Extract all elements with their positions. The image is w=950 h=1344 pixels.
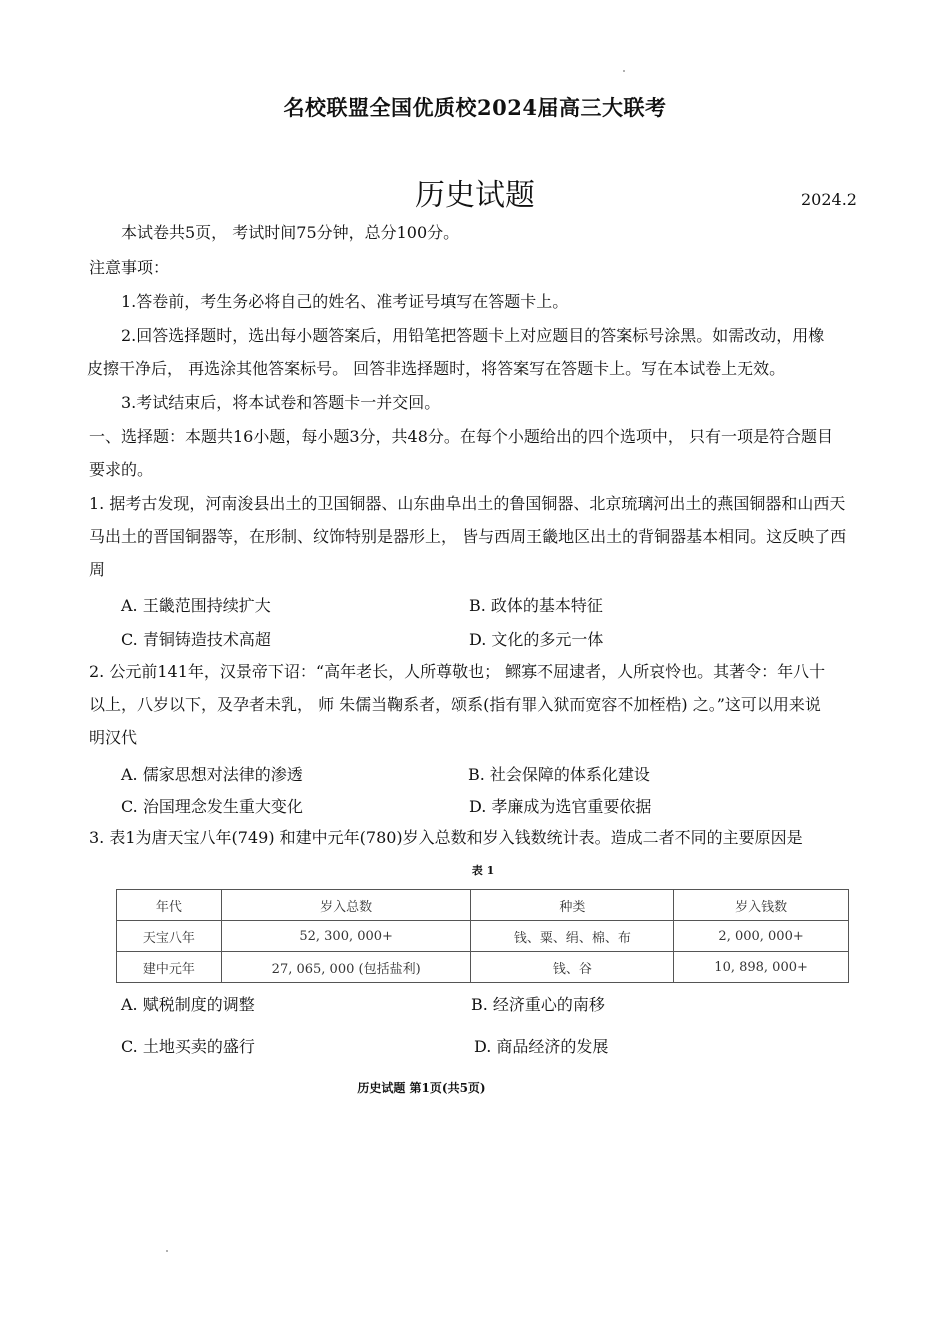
page-title: 历史试题 — [415, 178, 535, 213]
exam-date: 2024.2 — [801, 190, 857, 209]
question-3-line-1: 3. 表1为唐天宝八年(749) 和建中元年(780)岁入总数和岁入钱数统计表。造成二者不同的主要原因是 — [89, 828, 803, 847]
question-1-line-1: 1. 据考古发现，河南浚县出土的卫国铜器、山东曲阜出土的鲁国铜器、北京琉璃河出土的燕国铜器和山西天 — [89, 494, 846, 513]
table-header-row — [117, 890, 849, 921]
question-3-option-c: C. 土地买卖的盛行 — [121, 1037, 255, 1056]
question-3-option-a: A. 赋税制度的调整 — [121, 995, 255, 1014]
question-1-option-c: C. 青铜铸造技术高超 — [121, 630, 271, 649]
notice-heading: 注意事项： — [89, 258, 170, 277]
scan-dot-top — [623, 70, 625, 72]
table-header-cell: 岁入钱数 — [674, 890, 849, 921]
question-1-option-d: D. 文化的多元一体 — [469, 630, 604, 649]
table-cell: 钱、谷 — [471, 952, 674, 983]
question-2-line-1: 2. 公元前141年，汉景帝下诏：“高年老长，人所尊敬也； 鳏寡不屈逮者，人所哀怜也。其著令：年八十 — [89, 662, 826, 681]
table-cell: 钱、粟、绢、棉、布 — [471, 921, 674, 952]
notice-2-line-2: 皮擦干净后， 再选涂其他答案标号。 回答非选择题时，将答案写在答题卡上。写在本试卷上无效。 — [87, 359, 786, 378]
table-cell: 52, 300, 000+ — [221, 921, 471, 952]
notice-3: 3.考试结束后，将本试卷和答题卡一并交回。 — [121, 393, 441, 412]
revenue-table — [116, 889, 849, 983]
table-caption: 表 1 — [471, 864, 495, 877]
question-1-line-3: 周 — [89, 560, 106, 579]
question-2-option-b: B. 社会保障的体系化建设 — [468, 765, 650, 784]
exam-intro: 本试卷共5页， 考试时间75分钟，总分100分。 — [121, 223, 460, 242]
table-cell: 天宝八年 — [117, 921, 222, 952]
question-2-option-a: A. 儒家思想对法律的渗透 — [121, 765, 303, 784]
table-cell: 27, 065, 000 (包括盐利) — [221, 952, 471, 983]
notice-2-line-1: 2.回答选择题时，选出每小题答案后，用铅笔把答题卡上对应题目的答案标号涂黑。如需改动，用橡 — [121, 326, 825, 345]
section-heading-line-1: 一、选择题：本题共16小题，每小题3分，共48分。在每个小题给出的四个选项中， 只有一项是符合题目 — [89, 427, 833, 446]
question-3-option-d: D. 商品经济的发展 — [474, 1037, 609, 1056]
section-heading-line-2: 要求的。 — [89, 460, 154, 479]
question-2-line-2: 以上，八岁以下，及孕者未乳， 师 朱儒当鞠系者，颂系(指有罪入狱而宽容不加桎梏) 之。”这可以用来说 — [89, 695, 821, 714]
question-2-line-3: 明汉代 — [89, 728, 138, 747]
table-cell: 2, 000, 000+ — [674, 921, 849, 952]
notice-1: 1.答卷前，考生务必将自己的姓名、准考证号填写在答题卡上。 — [121, 292, 569, 311]
page-footer: 历史试题 第1页(共5页) — [357, 1081, 486, 1095]
question-1-option-b: B. 政体的基本特征 — [469, 596, 603, 615]
question-3-option-b: B. 经济重心的南移 — [471, 995, 605, 1014]
table-header-cell: 年代 — [117, 890, 222, 921]
question-1-option-a: A. 王畿范围持续扩大 — [121, 596, 271, 615]
table-cell: 10, 898, 000+ — [674, 952, 849, 983]
exam-header: 名校联盟全国优质校2024届高三大联考 — [283, 95, 667, 120]
table-cell: 建中元年 — [117, 952, 222, 983]
scan-dot-bottom — [166, 1250, 168, 1252]
table-header-cell: 岁入总数 — [221, 890, 471, 921]
question-2-option-c: C. 治国理念发生重大变化 — [121, 797, 303, 816]
table-row — [117, 952, 849, 983]
table-row — [117, 921, 849, 952]
table-header-cell: 种类 — [471, 890, 674, 921]
question-2-option-d: D. 孝廉成为选官重要依据 — [469, 797, 652, 816]
question-1-line-2: 马出土的晋国铜器等，在形制、纹饰特别是器形上， 皆与西周王畿地区出土的背铜器基本相同。这反映了西 — [89, 527, 847, 546]
